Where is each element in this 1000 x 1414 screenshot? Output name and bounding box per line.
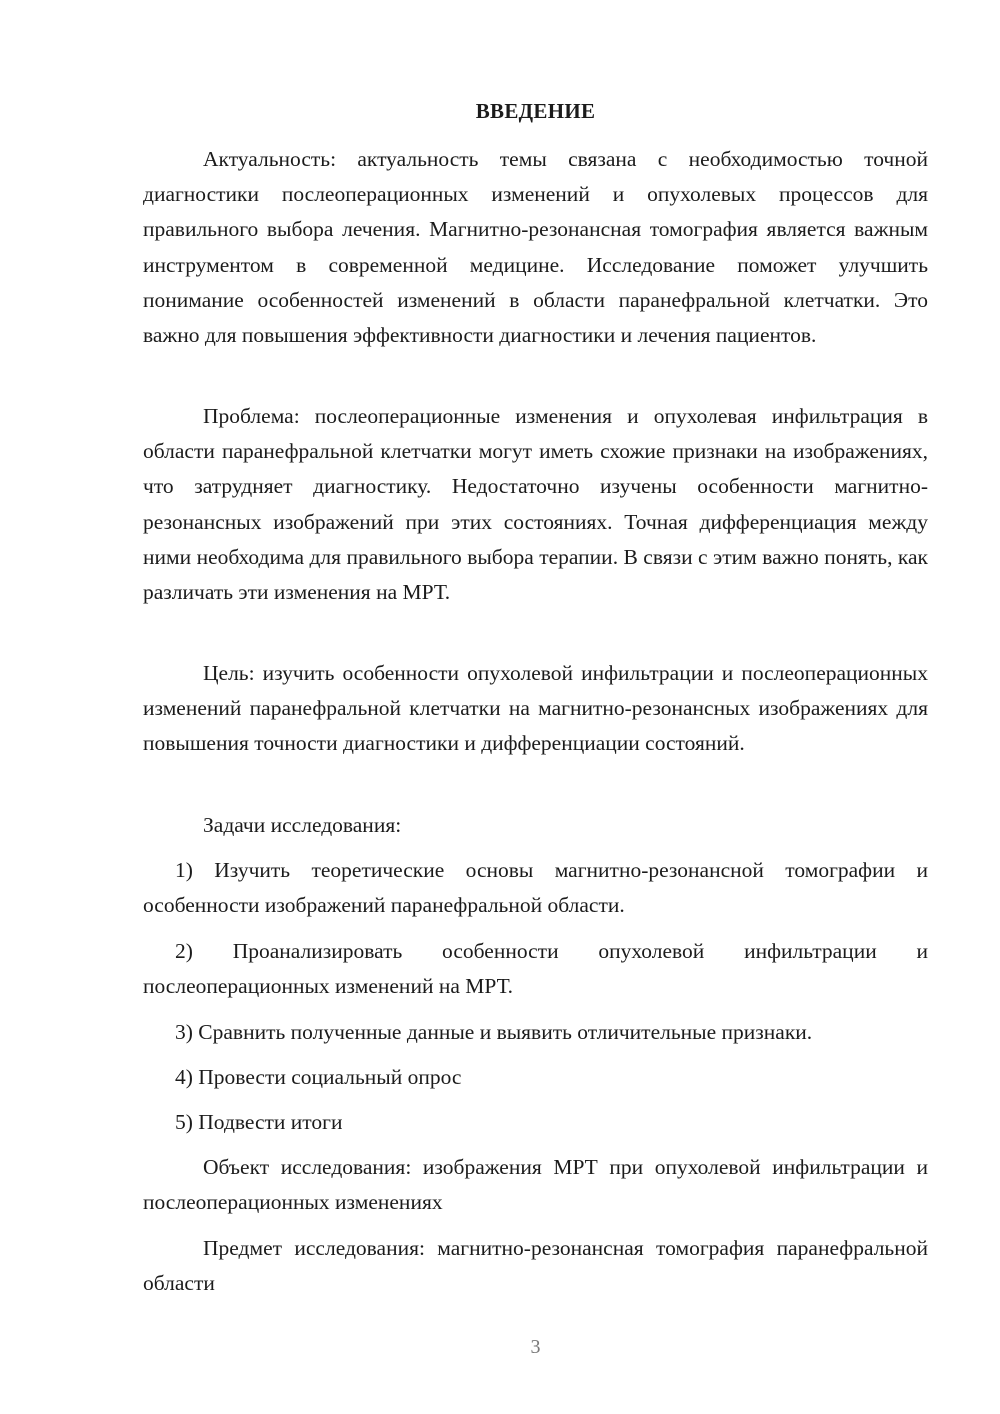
object-paragraph: Объект исследования: изображения МРТ при опухолевой инфильтрации и послеоперационных изменениях [143,1155,928,1215]
subject-paragraph: Предмет исследования: магнитно-резонансная томография паранефральной области [143,1236,928,1296]
task-item-3: 3) Сравнить полученные данные и выявить отличительные признаки. [175,1020,813,1044]
goal-paragraph: Цель: изучить особенности опухолевой инфильтрации и послеоперационных изменений паранефральной клетчатки на магнитно-резонансных изображениях для повышения точности диагностики и дифференциации состояний. [143,661,928,756]
page-number: 3 [530,1336,541,1358]
task-item-4: 4) Провести социальный опрос [175,1065,462,1089]
relevance-paragraph: Актуальность: актуальность темы связана с необходимостью точной диагностики послеоперационных изменений и опухолевых процессов для правильного выбора лечения. Магнитно-резонансная томография является важным инструментом в современной медицине. Исследование поможет улучшить понимание особенностей изменений в области паранефральной клетчатки. Это важно для повышения эффективности диагностики и лечения пациентов. [143,147,928,348]
task-item-2: 2) Проанализировать особенности опухолевой инфильтрации и послеоперационных изменений на МРТ. [143,939,928,999]
page-title: ВВЕДЕНИЕ [475,99,596,123]
task-item-1: 1) Изучить теоретические основы магнитно-резонансной томографии и особенности изображений паранефральной области. [143,858,928,918]
tasks-heading: Задачи исследования: [203,813,402,837]
task-item-5: 5) Подвести итоги [175,1110,343,1134]
problem-paragraph: Проблема: послеоперационные изменения и опухолевая инфильтрация в области паранефральной клетчатки могут иметь схожие признаки на изображениях, что затрудняет диагностику. Недостаточно изучены особенности магнитно-резонансных изображений при этих состояниях. Точная дифференциация между ними необходима для правильного выбора терапии. В связи с этим важно понять, как различать эти изменения на МРТ. [143,404,928,605]
document-page [143,0,928,1414]
